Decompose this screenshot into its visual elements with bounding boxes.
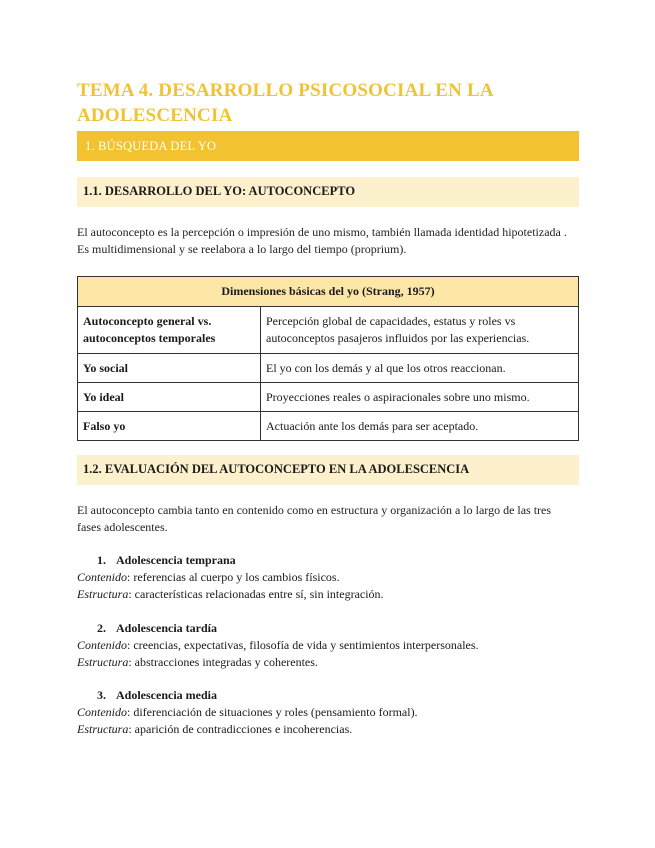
phase-name: Adolescencia media [116,688,217,702]
table-row [78,307,579,354]
phase-item [77,620,577,671]
phase-content: : referencias al cuerpo y los cambios físicos. [127,570,340,584]
page-title: TEMA 4. DESARROLLO PSICOSOCIAL EN LA ADOLESCENCIA [77,80,493,126]
evaluation-paragraph: El autoconcepto cambia tanto en contenido como en estructura y organización a lo largo de las tres fases adolescentes. [77,503,552,534]
phase-item [77,687,577,738]
structure-label: Estructura [77,655,129,669]
phase-name: Adolescencia temprana [116,553,236,567]
subsection-heading-autoconcepto: 1.1. DESARROLLO DEL YO: AUTOCONCEPTO [77,177,579,207]
phase-number: 1. [97,553,106,567]
phase-content: : creencias, expectativas, filosofía de vida y sentimientos interpersonales. [127,638,479,652]
table-row [78,383,579,412]
dimension-description: Actuación ante los demás para ser aceptado. [261,412,579,441]
table-row [78,354,579,383]
phase-number: 2. [97,621,106,635]
section-heading: 1. BÚSQUEDA DEL YO [77,131,579,161]
content-label: Contenido [77,705,127,719]
phase-number: 3. [97,688,106,702]
content-label: Contenido [77,638,127,652]
phase-item [77,552,577,603]
phase-content: : diferenciación de situaciones y roles (pensamiento formal). [127,705,418,719]
dimension-name: Yo social [78,354,261,383]
phase-structure: : características relacionadas entre sí, sin integración. [128,587,384,601]
phase-structure: : aparición de contradicciones e incoherencias. [128,722,353,736]
dimension-name: Falso yo [78,412,261,441]
dimension-description: El yo con los demás y al que los otros reaccionan. [261,354,579,383]
structure-label: Estructura [77,722,129,736]
dimension-description: Proyecciones reales o aspiracionales sobre uno mismo. [261,383,579,412]
subsection-heading-evaluacion: 1.2. EVALUACIÓN DEL AUTOCONCEPTO EN LA ADOLESCENCIA [77,455,579,485]
structure-label: Estructura [77,587,129,601]
content-label: Contenido [77,570,127,584]
phase-name: Adolescencia tardía [116,621,217,635]
dimension-name: Yo ideal [78,383,261,412]
table-row [78,412,579,441]
table-header: Dimensiones básicas del yo (Strang, 1957) [78,277,579,307]
dimensions-table [77,276,579,441]
dimension-description: Percepción global de capacidades, estatus y roles vs autoconceptos pasajeros influidos por las experiencias. [261,307,579,354]
intro-paragraph: El autoconcepto es la percepción o impresión de uno mismo, también llamada identidad hipotetizada . Es multidimensional y se reelabora a lo largo del tiempo (proprium). [77,225,567,256]
dimension-name: Autoconcepto general vs. autoconceptos temporales [78,307,261,354]
table-header-row [78,277,579,307]
phase-structure: : abstracciones integradas y coherentes. [128,655,318,669]
